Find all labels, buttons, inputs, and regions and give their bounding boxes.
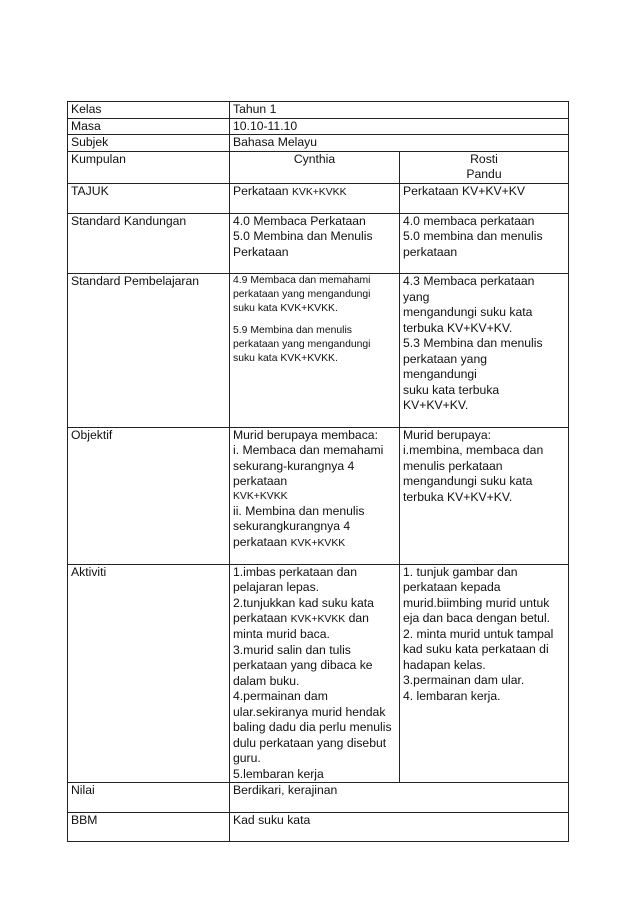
- value-kelas: Tahun 1: [230, 102, 569, 119]
- text-line: 5.lembaran kerja: [233, 766, 324, 781]
- text-line: 4. lembaran kerja.: [403, 688, 501, 703]
- group-2: [400, 151, 569, 183]
- text-line: guru.: [233, 751, 261, 765]
- text-line: dulu perkataan yang disebut: [233, 735, 387, 750]
- row-objektif: [68, 427, 569, 564]
- text-line: 4.permainan dam: [233, 689, 328, 703]
- spacer: [233, 316, 396, 324]
- text-line: Murid berupaya membaca:: [233, 427, 378, 442]
- text-line: terbuka KV+KV+KV.: [403, 489, 513, 504]
- text-fragment: perkataan: [233, 534, 291, 549]
- obj-group-2: [400, 427, 569, 564]
- text-line: eja dan baca dengan betul.: [403, 611, 551, 625]
- group-2-line: Pandu: [466, 167, 502, 181]
- lesson-plan-table: [67, 101, 569, 842]
- label-objektif: Objektif: [68, 427, 230, 564]
- text-line: i.membina, membaca dan: [403, 443, 544, 457]
- text-line: ii. Membina dan menulis: [233, 503, 365, 518]
- text-line: i. Membaca dan memahami: [233, 443, 384, 457]
- text-line: sekurangkurangnya 4: [233, 519, 351, 533]
- text-line: 5.9 Membina dan menulis: [233, 325, 352, 336]
- tajuk-group-1: [230, 183, 400, 213]
- text-line: 2.tunjukkan kad suku kata: [233, 595, 374, 610]
- text-line: KV+KV+KV.: [403, 398, 469, 412]
- text-line: sekurang-kurangnya 4: [233, 458, 355, 473]
- text-line: kad suku kata perkataan di: [403, 642, 549, 656]
- sp-group-2: [400, 274, 569, 428]
- value-bbm: Kad suku kata: [230, 812, 569, 842]
- text-line: perkataan yang mengandungi: [233, 339, 371, 350]
- label-standard-kandungan: Standard Kandungan: [68, 213, 230, 274]
- group-2-line: Rosti: [470, 151, 498, 166]
- text-line: suku kata terbuka: [403, 382, 500, 397]
- text-line: suku kata KVK+KVKK.: [233, 353, 338, 364]
- value-subjek: Bahasa Melayu: [230, 135, 569, 152]
- text-line: perkataan yang mengandungi: [233, 289, 371, 300]
- tajuk-code: KVK+KVKK: [291, 186, 347, 198]
- text-line: mengandungi suku kata: [403, 474, 533, 488]
- text-line: 4.0 Membaca Perkataan: [233, 213, 366, 228]
- akt-group-1: [230, 564, 400, 783]
- text-line: 3.murid salin dan tulis: [233, 642, 351, 657]
- text-line: 3.permainan dam ular.: [403, 673, 525, 687]
- label-kelas: Kelas: [68, 102, 230, 119]
- label-aktiviti: Aktiviti: [68, 564, 230, 783]
- row-standard-kandungan: [68, 213, 569, 274]
- text-line: perkataan kepada: [403, 580, 501, 594]
- code-fragment: KVK+KVKK: [290, 614, 346, 625]
- label-subjek: Subjek: [68, 135, 230, 152]
- row-kelas: [68, 102, 569, 119]
- text-line: mengandungi: [403, 367, 477, 381]
- row-subjek: [68, 135, 569, 152]
- text-line: pelajaran lepas.: [233, 580, 320, 594]
- row-aktiviti: [68, 564, 569, 783]
- code-fragment: KVK+KVKK: [290, 537, 346, 549]
- text-line: [233, 611, 396, 627]
- text-line: baling dadu dia perlu menulis: [233, 720, 392, 734]
- text-line: Murid berupaya:: [403, 427, 492, 442]
- row-tajuk: [68, 183, 569, 213]
- group-1: Cynthia: [230, 151, 400, 183]
- text-line: 5.3 Membina dan menulis: [403, 336, 543, 350]
- text-line: yang: [403, 289, 430, 304]
- value-nilai: Berdikari, kerajinan: [230, 783, 569, 813]
- text-line: perkataan: [233, 474, 288, 488]
- text-fragment: dan: [345, 611, 369, 625]
- text-line: 1. tunjuk gambar dan: [403, 564, 518, 579]
- text-line: mengandungi suku kata: [403, 305, 533, 319]
- text-line: hadapan kelas.: [403, 657, 486, 672]
- row-bbm: [68, 812, 569, 842]
- text-line: perkataan yang dibaca ke: [233, 658, 373, 672]
- obj-group-1: [230, 427, 400, 564]
- text-line: 4.3 Membaca perkataan: [403, 274, 535, 288]
- text-line: 4.0 membaca perkataan: [403, 213, 535, 228]
- text-line: 2. minta murid untuk tampal: [403, 626, 554, 641]
- label-tajuk: TAJUK: [68, 183, 230, 213]
- label-bbm: BBM: [68, 812, 230, 842]
- text-line: suku kata KVK+KVKK.: [233, 303, 338, 314]
- row-masa: [68, 118, 569, 135]
- sk-group-1: [230, 213, 400, 274]
- text-line: KVK+KVKK: [233, 490, 288, 502]
- text-line: minta murid baca.: [233, 627, 330, 641]
- text-line: perkataan: [403, 244, 458, 259]
- text-line: terbuka KV+KV+KV.: [403, 320, 513, 335]
- row-standard-pembelajaran: [68, 274, 569, 428]
- text-line: [233, 535, 396, 551]
- tajuk-text: Perkataan: [233, 183, 292, 198]
- row-nilai: [68, 783, 569, 813]
- akt-group-2: [400, 564, 569, 783]
- label-nilai: Nilai: [68, 783, 230, 813]
- text-line: perkataan yang: [403, 351, 488, 366]
- text-line: 5.0 membina dan menulis: [403, 229, 543, 243]
- text-line: 5.0 Membina dan Menulis: [233, 229, 373, 243]
- label-masa: Masa: [68, 118, 230, 135]
- text-line: Perkataan: [233, 244, 289, 259]
- label-standard-pembelajaran: Standard Pembelajaran: [68, 274, 230, 428]
- row-kumpulan: [68, 151, 569, 183]
- text-fragment: perkataan: [233, 611, 291, 625]
- text-line: 4.9 Membaca dan memahami: [233, 275, 371, 286]
- label-kumpulan: Kumpulan: [68, 151, 230, 183]
- sp-group-1: [230, 274, 400, 428]
- text-line: dalam buku.: [233, 673, 300, 688]
- value-masa: 10.10-11.10: [230, 118, 569, 135]
- text-line: 1.imbas perkataan dan: [233, 564, 357, 579]
- sk-group-2: [400, 213, 569, 274]
- tajuk-group-2: Perkataan KV+KV+KV: [400, 183, 569, 213]
- text-line: ular.sekiranya murid hendak: [233, 704, 386, 719]
- text-line: menulis perkataan: [403, 458, 503, 473]
- text-line: murid.biimbing murid untuk: [403, 595, 550, 610]
